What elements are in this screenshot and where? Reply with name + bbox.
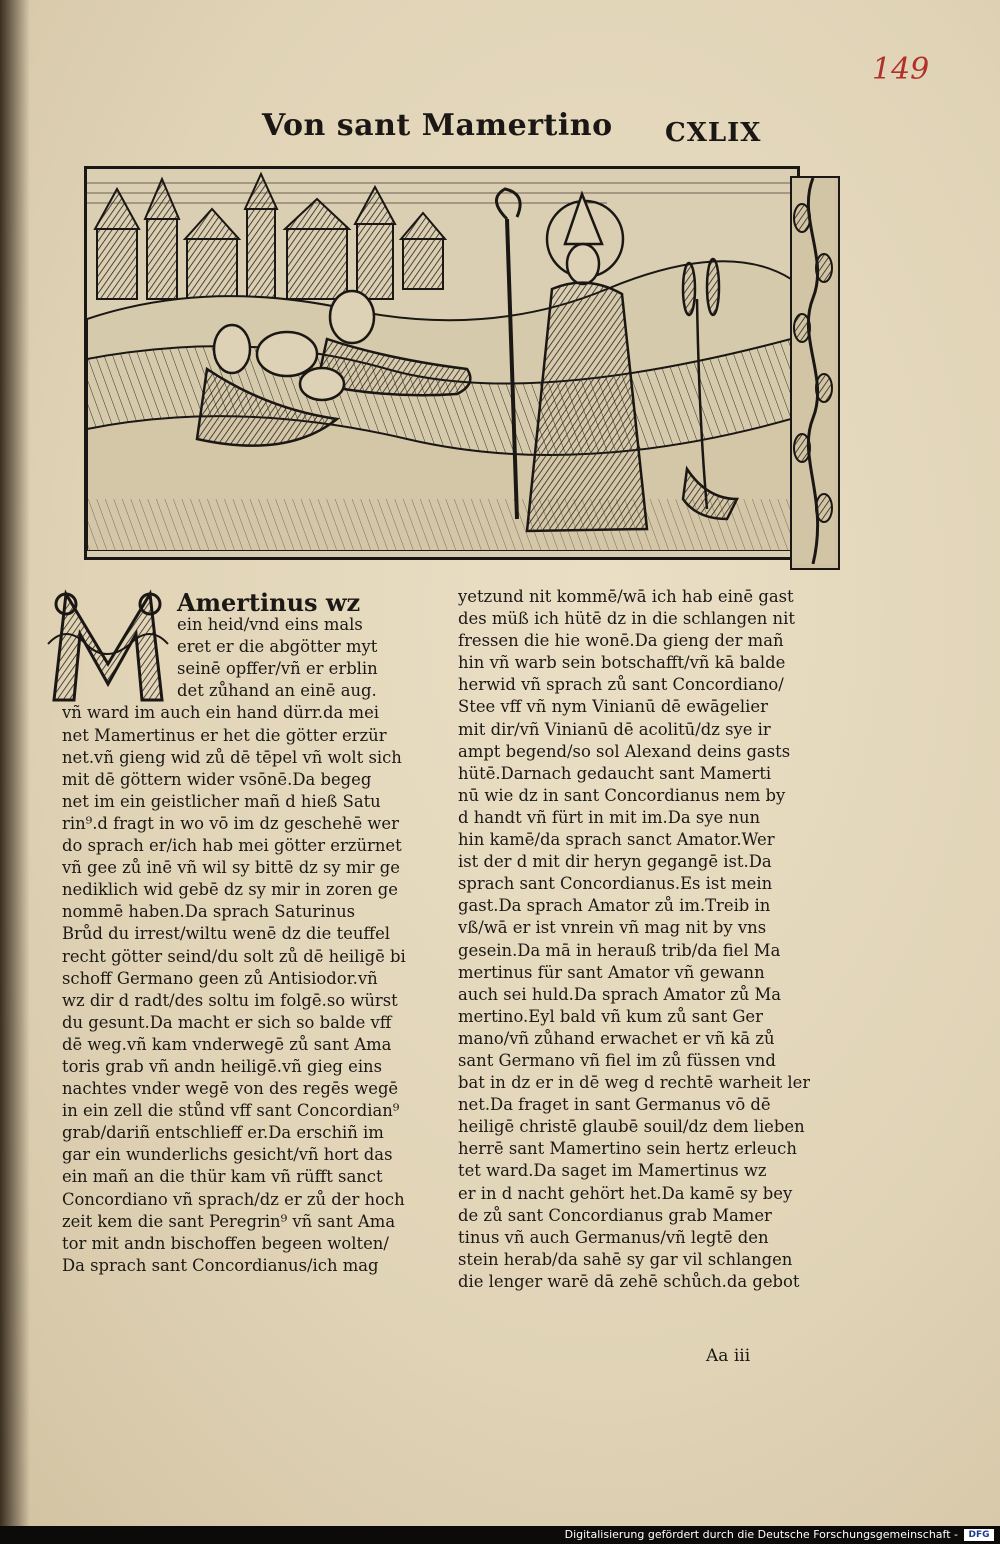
text-line: rin⁹.d fragt in wo vō im dz geschehē wer — [62, 813, 399, 833]
text-line: ist der d mit dir heryn gegangē ist.Da — [458, 852, 772, 872]
text-line: dē weg.vñ kam vnderwegē zů sant Ama — [62, 1034, 392, 1054]
text-line: mertinus für sant Amator vñ gewann — [458, 962, 765, 982]
decorative-border-strip — [790, 176, 840, 570]
text-line: fressen die hie wonē.Da gieng der mañ — [458, 631, 784, 651]
text-line: net im ein geistlicher mañ d hieß Satu — [62, 791, 381, 811]
drop-cap-letter: M — [107, 662, 109, 663]
text-line: des müß ich hütē dz in die schlangen nit — [458, 609, 795, 629]
text-line: tet ward.Da saget im Mamertinus wz — [458, 1161, 767, 1181]
text-line: ein mañ an die thür kam vñ rüfft sanct — [62, 1167, 383, 1187]
text-line: do sprach er/ich hab mei götter erzürnet — [62, 836, 402, 856]
text-line: er in d nacht gehört het.Da kamē sy bey — [458, 1183, 793, 1203]
gutter-shadow — [0, 0, 30, 1526]
text-line: det zůhand an einē aug. — [177, 681, 377, 701]
text-line: die lenger warē dā zehē schůch.da gebot — [458, 1271, 800, 1291]
right-text-column — [458, 586, 810, 1293]
text-line: sprach sant Concordianus.Es ist mein — [458, 874, 773, 894]
text-line: auch sei huld.Da sprach Amator zů Ma — [458, 984, 782, 1004]
text-line: wz dir d radt/des soltu im folgē.so würst — [62, 990, 398, 1010]
text-line: net Mamertinus er het die götter erzür — [62, 725, 387, 745]
text-line: Brůd du irrest/wiltu wenē dz die teuffel — [62, 924, 391, 944]
text-line: gesein.Da mā in herauß trib/da fiel Ma — [458, 940, 781, 960]
handwritten-folio-number: 149 — [872, 52, 930, 87]
text-line: Da sprach sant Concordianus/ich mag — [62, 1255, 379, 1275]
text-line: hütē.Darnach gedaucht sant Mamerti — [458, 763, 772, 783]
text-line: toris grab vñ andn heiligē.vñ gieg eins — [62, 1056, 383, 1076]
text-line: nommē haben.Da sprach Saturinus — [62, 902, 356, 922]
text-line: mertino.Eyl bald vñ kum zů sant Ger — [458, 1006, 763, 1026]
text-line: vñ ward im auch ein hand dürr.da mei — [62, 703, 380, 723]
woodcut-illustration-icon — [87, 169, 791, 551]
text-line: zeit kem die sant Peregrin⁹ vñ sant Ama — [62, 1211, 396, 1231]
text-line: recht götter seind/du solt zů dē heiligē bi — [62, 946, 406, 966]
text-line: tinus vñ auch Germanus/vñ legtē den — [458, 1227, 769, 1247]
text-line: sant Germano vñ fiel im zů füssen vnd — [458, 1050, 776, 1070]
text-line: mit dē göttern wider vsōnē.Da begeg — [62, 769, 372, 789]
text-line: net.Da fraget in sant Germanus vō dē — [458, 1095, 771, 1115]
text-line: hin kamē/da sprach sanct Amator.Wer — [458, 830, 775, 850]
text-line: eret er die abgötter myt — [177, 637, 378, 657]
funding-credit: Digitalisierung gefördert durch die Deutsche Forschungsgemeinschaft - — [564, 1528, 958, 1541]
text-line: nū wie dz in sant Concordianus nem by — [458, 785, 786, 805]
dfg-logo: DFG — [964, 1529, 994, 1541]
text-line: herwid vñ sprach zů sant Concordiano/ — [458, 675, 784, 695]
text-line: ampt begend/so sol Alexand deins gasts — [458, 741, 791, 761]
text-line: vß/wā er ist vnrein vñ mag nit by vns — [458, 918, 767, 938]
text-line: mano/vñ zůhand erwachet er vñ kā zů — [458, 1028, 775, 1048]
text-line: Amertinus wz — [177, 592, 361, 615]
text-line: de zů sant Concordianus grab Mamer — [458, 1205, 772, 1225]
text-line: grab/dariñ entschlieff er.Da erschiñ im — [62, 1123, 384, 1143]
text-line: yetzund nit kommē/wā ich hab einē gast — [458, 587, 794, 606]
text-line: vñ gee zů inē vñ wil sy bittē dz sy mir ge — [62, 858, 400, 878]
running-title: Von sant Mamertino — [262, 108, 613, 143]
text-line: gast.Da sprach Amator zů im.Treib in — [458, 896, 771, 916]
text-line: stein herab/da sahē sy gar vil schlangen — [458, 1249, 793, 1269]
roman-folio-number: CXLIX — [665, 118, 762, 148]
text-line: d handt vñ fürt in mit im.Da sye nun — [458, 807, 761, 827]
text-line: du gesunt.Da macht er sich so balde vff — [62, 1012, 392, 1032]
text-line: in ein zell die stůnd vff sant Concordian⁹ — [62, 1101, 400, 1121]
text-line: gar ein wunderlichs gesicht/vñ hort das — [62, 1145, 393, 1165]
text-line: tor mit andn bischoffen begeen wolten/ — [62, 1233, 389, 1253]
text-line: ein heid/vnd eins mals — [177, 615, 363, 635]
footer-bar — [0, 1526, 1000, 1544]
woodcut-illustration — [84, 166, 800, 560]
left-text-column — [62, 592, 406, 1277]
text-line: mit dir/vñ Vinianū dē acolitū/dz sye ir — [458, 719, 771, 739]
text-line: seinē opffer/vñ er erblin — [177, 659, 378, 679]
text-line: schoff Germano geen zů Antisiodor.vñ — [62, 968, 378, 988]
text-line: heiligē christē glaubē souil/dz dem lieben — [458, 1117, 805, 1137]
text-line: net.vñ gieng wid zů dē tēpel vñ wolt sich — [62, 747, 402, 767]
text-line: nediklich wid gebē dz sy mir in zoren ge — [62, 880, 398, 900]
text-line: nachtes vnder wegē von des regēs wegē — [62, 1079, 399, 1099]
signature-mark: Aa iii — [706, 1346, 751, 1366]
foliage-ornament-icon — [792, 178, 834, 564]
text-line: Concordiano vñ sprach/dz er zů der hoch — [62, 1189, 405, 1209]
text-line: hin vñ warb sein botschafft/vñ kā balde — [458, 653, 786, 673]
text-line: bat in dz er in dē weg d rechtē warheit ler — [458, 1073, 811, 1093]
text-line: Stee vff vñ nym Vinianū dē ewāgelier — [458, 697, 768, 717]
text-line: herrē sant Mamertino sein hertz erleuch — [458, 1139, 797, 1159]
